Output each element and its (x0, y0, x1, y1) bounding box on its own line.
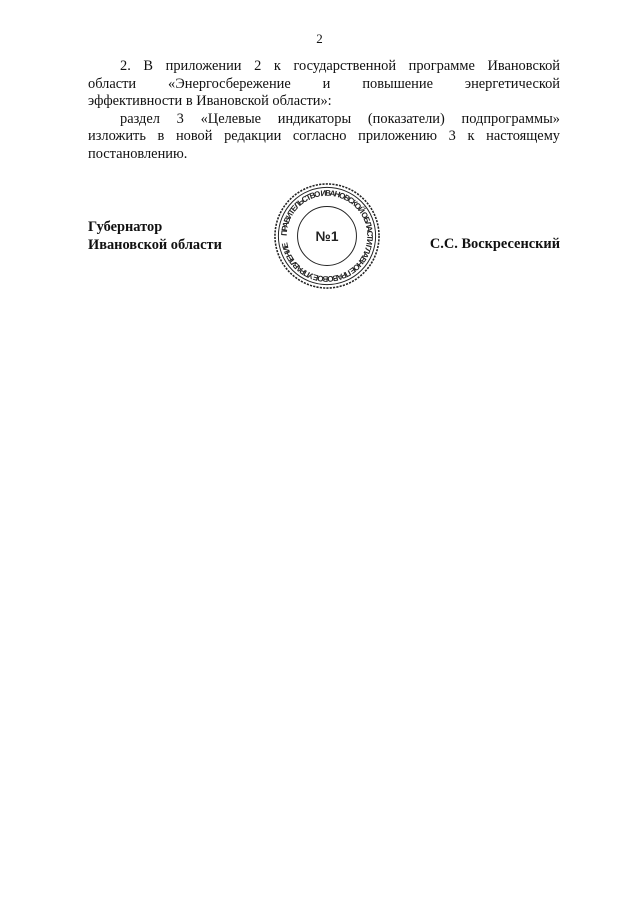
signatory-position (88, 218, 222, 254)
paragraph-1-line-3: эффективности в Ивановской области»: (88, 93, 332, 109)
paragraph-1-line-2: области «Энергосбережение и повышение энергетической (88, 75, 560, 92)
official-seal-stamp (268, 182, 386, 290)
seal-number: №1 (315, 228, 339, 244)
paragraph-2-line-2: изложить в новой редакции согласно приложению 3 к настоящему (88, 128, 560, 144)
document-body (88, 58, 560, 163)
signatory-position-line-1: Губернатор (88, 219, 163, 235)
seal-ring-text-path: ПРАВИТЕЛЬСТВО ИВАНОВСКОЙ ОБЛАСТИ ГЛАВНОЕ ПРАВОВОЕ УПРАВЛЕНИЕ (279, 188, 375, 284)
paragraph-2 (88, 111, 560, 164)
paragraph-2-line-3: постановлению. (88, 145, 188, 162)
paragraph-1 (88, 58, 560, 111)
page-number: 2 (316, 31, 323, 46)
signatory-position-line-2: Ивановской области (88, 237, 222, 253)
paragraph-1-line-1: 2. В приложении 2 к государственной программе Ивановской (120, 58, 560, 74)
paragraph-2-line-1: раздел 3 «Целевые индикаторы (показатели) подпрограммы» (120, 110, 560, 127)
signatory-name: С.С. Воскресенский (429, 236, 560, 252)
